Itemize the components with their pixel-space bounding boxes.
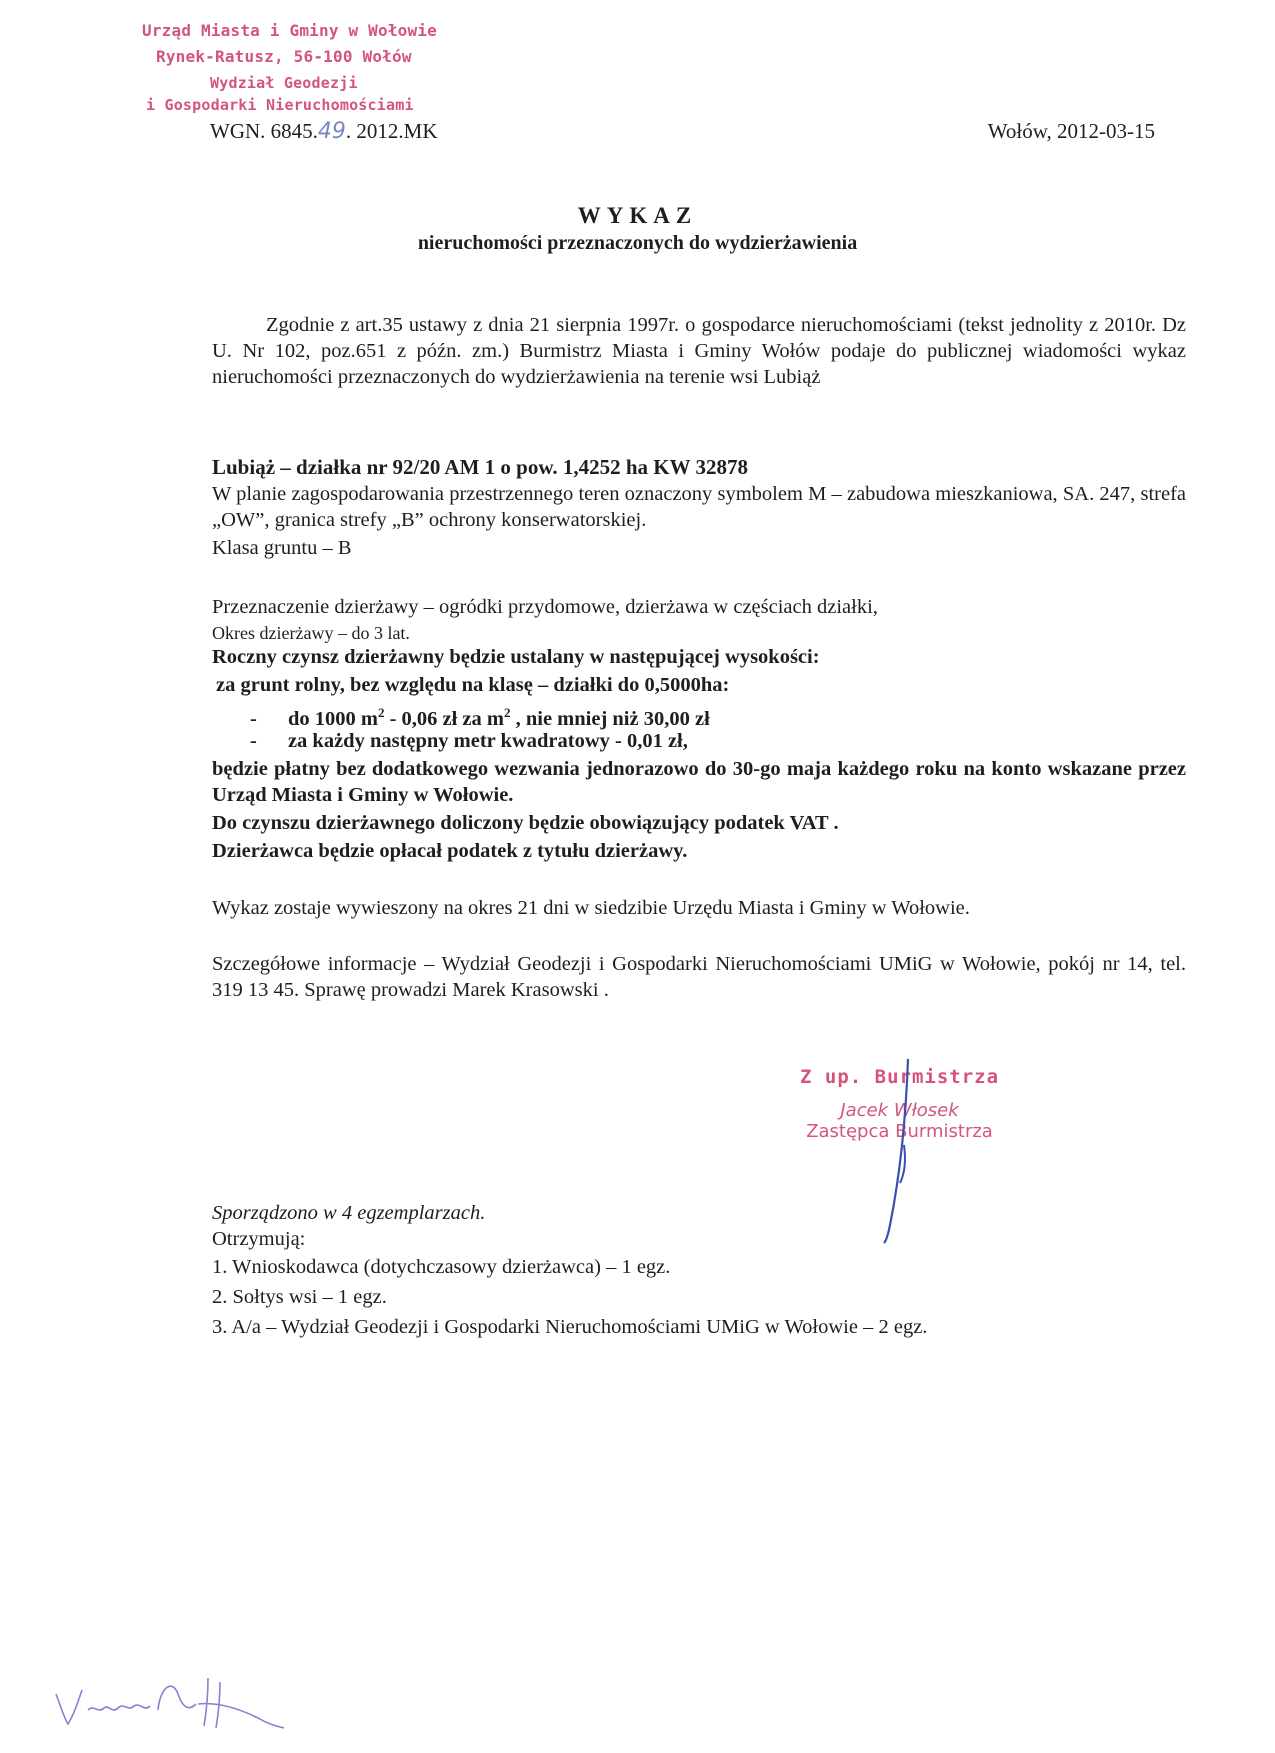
rate-2-text: za każdy następny metr kwadratowy - 0,01 zł,: [287, 730, 688, 752]
document-date: Wołów, 2012-03-15: [987, 119, 1155, 143]
reference-number: [210, 119, 438, 144]
signature-stamp-title: Zastępca Burmistrza: [806, 1121, 993, 1142]
posting-note: Wykaz zostaje wywieszony na okres 21 dni w siedzibie Urzędu Miasta i Gminy w Wołowie.: [212, 897, 970, 919]
recipients-label: Otrzymują:: [212, 1228, 306, 1250]
rate-1-superscript-b: 2: [503, 705, 511, 720]
lease-period: Okres dzierżawy – do 3 lat.: [212, 623, 410, 643]
vat-note: Do czynszu dzierżawnego doliczony będzie obowiązujący podatek VAT .: [212, 812, 839, 834]
rate-1-suffix: , nie mniej niż 30,00 zł: [510, 707, 710, 730]
property-plan-text: W planie zagospodarowania przestrzennego teren oznaczony symbolem M – zabudowa mieszkaniowa, SA. 247, strefa „OW”, granica strefy „B” ochrony konserwatorskiej.: [212, 483, 1186, 531]
copies-note: Sporządzono w 4 egzemplarzach.: [212, 1202, 486, 1224]
tax-note: Dzierżawca będzie opłacał podatek z tytułu dzierżawy.: [212, 840, 688, 862]
intro-paragraph: Zgodnie z art.35 ustawy z dnia 21 sierpnia 1997r. o gospodarce nieruchomościami (tekst jednolity z 2010r. Dz U. Nr 102, poz.651 z późn. zm.) Burmistrz Miasta i Gminy Wołów podaje do publicznej wiadomości wykaz nieruchomości przeznaczonych do wydzierżawienia na terenie wsi Lubiąż: [212, 314, 1186, 388]
office-stamp: [130, 18, 437, 114]
reference-suffix: . 2012.MK: [345, 119, 438, 143]
rent-rate-2: [250, 728, 1050, 754]
recipient-item: 3. A/a – Wydział Geodezji i Gospodarki Nieruchomościami UMiG w Wołowie – 2 egz.: [212, 1316, 928, 1338]
rate-2-bullet: -: [250, 730, 257, 752]
property-land-class: Klasa gruntu – B: [212, 537, 352, 559]
stamp-line-address: Rynek-Ratusz, 56-100 Wołów: [156, 47, 412, 66]
document-title: WYKAZ: [577, 203, 698, 228]
rent-heading: Roczny czynsz dzierżawny będzie ustalany w następującej wysokości:: [212, 646, 820, 668]
rent-scope: za grunt rolny, bez względu na klasę – działki do 0,5000ha:: [216, 674, 730, 696]
lease-purpose: Przeznaczenie dzierżawy – ogródki przydomowe, dzierżawa w częściach działki,: [212, 596, 878, 618]
stamp-line-department: Wydział Geodezji: [210, 74, 358, 92]
property-heading: Lubiąż – działka nr 92/20 AM 1 o pow. 1,4252 ha KW 32878: [212, 455, 748, 479]
document-subtitle: nieruchomości przeznaczonych do wydzierżawienia: [417, 232, 858, 254]
stamp-line-department-2: i Gospodarki Nieruchomościami: [146, 96, 414, 114]
rate-1-superscript-a: 2: [377, 705, 385, 720]
recipients-list: [212, 1254, 1186, 1344]
payment-terms: będzie płatny bez dodatkowego wezwania jednorazowo do 30-go maja każdego roku na konto wskazane przez Urząd Miasta i Gminy w Wołowie.: [212, 758, 1186, 806]
recipient-item: 1. Wnioskodawca (dotychczasowy dzierżawca) – 1 egz.: [212, 1256, 671, 1278]
handwritten-initials: [48, 1668, 288, 1738]
rate-1-middle: - 0,06 zł za m: [384, 707, 504, 730]
reference-handwritten-number: 49: [317, 119, 346, 144]
contact-note: Szczegółowe informacje – Wydział Geodezji i Gospodarki Nieruchomościami UMiG w Wołowie, pokój nr 14, tel. 319 13 45. Sprawę prowadzi Marek Krasowski .: [212, 953, 1186, 1001]
signature-stamp-authority: Z up. Burmistrza: [800, 1066, 1000, 1088]
rate-1-bullet: -: [250, 707, 257, 730]
stamp-line-office: Urząd Miasta i Gminy w Wołowie: [142, 21, 437, 40]
rate-1-prefix: do 1000 m: [287, 707, 378, 730]
recipient-item: 2. Sołtys wsi – 1 egz.: [212, 1286, 387, 1308]
signature-stamp-name: Jacek Włosek: [840, 1100, 959, 1121]
reference-prefix: WGN. 6845.: [210, 119, 318, 143]
